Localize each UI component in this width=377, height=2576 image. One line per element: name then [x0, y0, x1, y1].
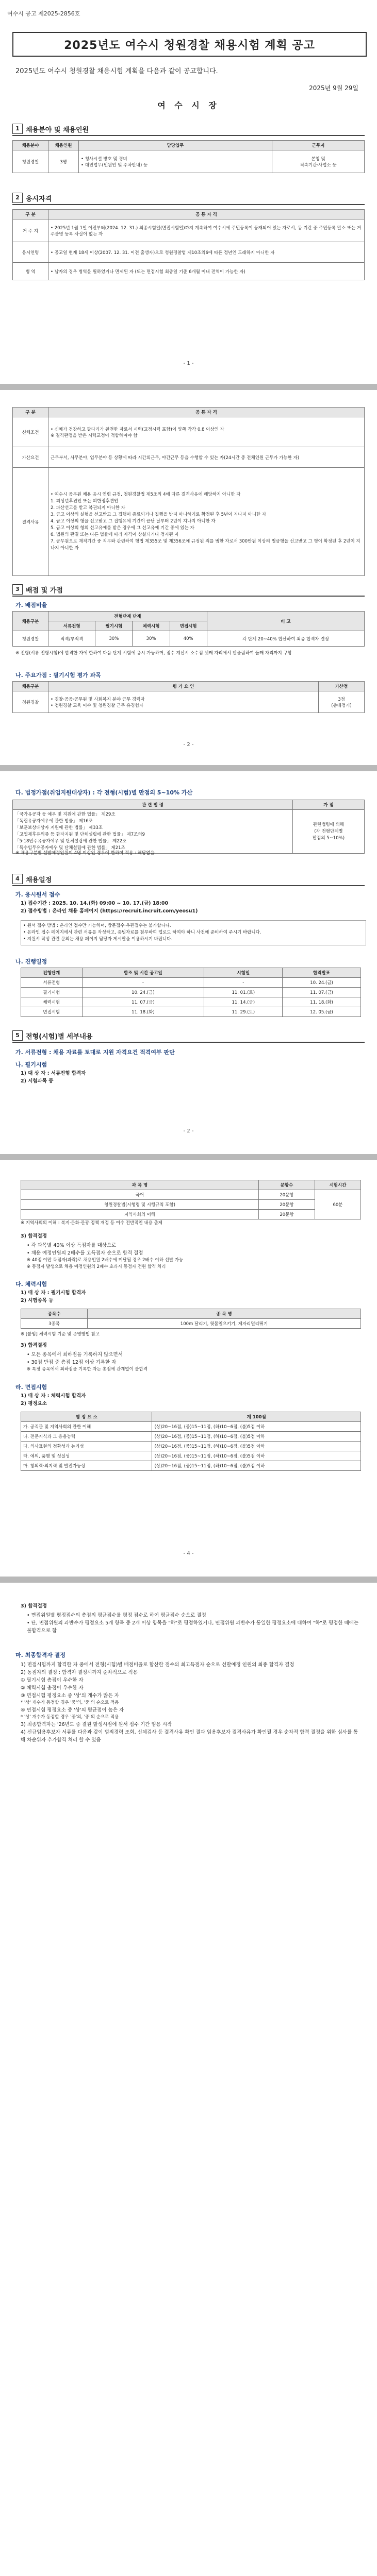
- table-cell: 본청 및 직속기관·사업소 등: [272, 150, 365, 173]
- table-header-total: 계: [247, 1415, 251, 1420]
- table-cell: 20문항: [259, 1210, 315, 1219]
- notice-date: 2025년 9월 29일: [309, 84, 358, 92]
- table-cell: [13, 810, 293, 854]
- subheading: 3) 합격결정: [21, 1343, 47, 1348]
- table-cell: 가. 공직관 및 지역사회의 관한 이해: [21, 1422, 152, 1432]
- section-number: 2: [12, 193, 23, 203]
- table-cell: 필기시험: [21, 988, 83, 997]
- section-title: 응시자격: [26, 195, 52, 203]
- section-1-heading: [12, 123, 365, 136]
- subject-table: [21, 1180, 361, 1219]
- table-header: 합조 및 시간 공고일: [82, 968, 204, 978]
- text-line: • 30점 만점 중 총점 12점 이상 기록한 자: [27, 1360, 117, 1365]
- table-cell: 면접시험: [21, 1007, 83, 1017]
- table-cell: • 신체가 건강하고 팔다리가 완전한 자로서 시력(교정시력 포함)이 양쪽 각각 0.8 이상인 자 ※ 결격판정을 받은 시력교정이 적합하여야 함: [48, 417, 365, 447]
- subheading: 3) 합격결정: [21, 1233, 47, 1239]
- table-cell: 11. 29.(토): [204, 1007, 283, 1017]
- table-header: 과 목 명: [21, 1180, 259, 1190]
- page-number: - 4 -: [183, 1551, 194, 1556]
- text-line: ② 체력시험 총점이 우수한 자: [21, 1685, 84, 1691]
- table-header: 구 분: [13, 408, 48, 417]
- table-cell: 라. 예의, 품행 및 성실성: [21, 1451, 152, 1461]
- table-header: 관 련 법 령: [13, 800, 293, 810]
- table-header: 필기시험: [95, 621, 133, 631]
- table-cell: 20문항: [259, 1190, 315, 1200]
- table-cell: 3명: [48, 150, 79, 173]
- final-pass: [21, 1661, 361, 1744]
- table-cell: 100m 달리기, 윗몸일으키기, 제자리멀리뛰기: [88, 1319, 361, 1329]
- schedule-line: 1) 접수기간 : 2025. 10. 14.(화) 09:00 ~ 10. 17.(금) 18:00: [21, 901, 169, 906]
- table-cell: 각 단계 20~40% 합산하여 최종 합격자 결정: [207, 631, 364, 647]
- notice-line: • 온라인 접수 페이지에서 관련 서류를 작성하고, 증빙자료를 첨부하여 업로드 하여야 하니 사전에 준비하여 주시기 바랍니다.: [23, 930, 261, 935]
- table-cell: • 경찰·공공·공무원 및 사회복지 분야 근무 경력자 • 청원경찰 교육 이수 및 청원경찰 근무 유경험자: [48, 691, 319, 713]
- table-header: 문항수: [259, 1180, 315, 1190]
- note-text: ※ 지역사회의 이해 : 복지·문화·관광·정책 재정 등 여수 전반적인 내용 출제: [21, 1221, 163, 1226]
- table-cell: 병 역: [13, 263, 48, 280]
- section-number: 1: [12, 124, 23, 134]
- section-3-heading: [12, 583, 365, 597]
- table-cell: 다. 의사표현의 정확성과 논리성: [21, 1442, 152, 1451]
- subheading: 마. 최종합격자 결정: [15, 1652, 65, 1658]
- table-cell: 11. 18.(화): [82, 1007, 204, 1017]
- issuer: 여 수 시 장: [157, 100, 220, 110]
- text-line: 2) 동점자의 결정 : 합격자 결정시까지 순차적으로 적용: [21, 1670, 138, 1675]
- subheading: 다. 법정가점(취업지원대상자) : 각 전형(시험)별 만점의 5~10% 가산: [15, 789, 193, 796]
- page-number: - 2 -: [183, 742, 194, 748]
- table-cell: 결격사유: [13, 468, 48, 576]
- page-number: - 1 -: [183, 361, 194, 366]
- table-header: 공 통 자 격: [48, 210, 365, 219]
- page-separator: [0, 1577, 377, 1583]
- text-line: * '상' 개수가 동점할 경우 '중'의, '중'의 순으로 적용: [21, 1715, 119, 1720]
- section-title: 전형(시험)별 세부내용: [26, 1032, 93, 1041]
- table-cell: 국어: [21, 1190, 259, 1200]
- table-cell: 3점 (총배점기): [319, 691, 365, 713]
- table-header: 가산점: [319, 682, 365, 691]
- table-cell: (상)20~16점, (중)15~11점, (하)10~6점, (불)5점 이하: [152, 1422, 361, 1432]
- table-cell: 신체조건: [13, 417, 48, 447]
- text-line: 2) 평정요소: [21, 1401, 47, 1406]
- table-cell: (상)20~16점, (중)15~11점, (하)10~6점, (불)5점 이하: [152, 1461, 361, 1471]
- notice-box: [21, 920, 366, 945]
- table-cell: 12. 05.(금): [283, 1007, 361, 1017]
- pass-criteria: [27, 1242, 361, 1270]
- table-cell: 적격/부적격: [48, 631, 95, 647]
- table-cell: 근무부서, 사무분야, 업무분야 등 상황에 따라 시간외근무, 야간근무 등을 수행할 수 있는 자(24시간 중 전체인원 근무가 가능한 자): [48, 447, 365, 468]
- text-line: • 채용 예정인원의 2배수를 고득점자 순으로 합격 결정: [27, 1250, 143, 1256]
- eligibility-table-continued: [12, 407, 365, 576]
- section-number: 3: [12, 584, 23, 595]
- law-item: 「국가유공자 등 예우 및 지원에 관한 법률」 제29조: [15, 812, 116, 817]
- table-cell: 서류전형: [21, 978, 83, 988]
- legal-bonus-table: [12, 800, 365, 854]
- table-header: 채용인원: [48, 141, 79, 150]
- table-cell: (상)20~16점, (중)15~11점, (하)10~6점, (불)5점 이하: [152, 1432, 361, 1442]
- table-header: 담당업무: [79, 141, 272, 150]
- subheading: 가. 배점비율: [15, 602, 47, 608]
- table-cell: (상)20~16점, (중)15~11점, (하)10~6점, (불)5점 이하: [152, 1451, 361, 1461]
- text-line: 1) 대 상 자 : 체력시험 합격자: [21, 1393, 86, 1399]
- table-header: 시험시간: [315, 1180, 361, 1190]
- table-cell: • 공고일 현재 18세 이상(2007. 12. 31. 이전 출생자)으로 청원경찰법 제10조의6에 따른 정년인 도래하지 아니한 자: [48, 242, 365, 263]
- eligibility-table: [12, 209, 365, 280]
- section-4-heading: [12, 873, 365, 886]
- note-text: ※ [붙임] 체력시험 기준 및 운영방법 참고: [21, 1332, 100, 1337]
- section-title: 채용분야 및 채용인원: [26, 126, 89, 134]
- table-cell: 10. 24.(금): [82, 988, 204, 997]
- table-header-points: 100점: [252, 1415, 266, 1420]
- table-header: 근무지: [272, 141, 365, 150]
- table-cell: 40%: [170, 631, 207, 647]
- table-header: 비 고: [207, 612, 364, 631]
- table-cell: 3종목: [21, 1319, 88, 1329]
- table-header: 채용구분: [13, 682, 48, 691]
- table-cell: 11. 14.(금): [204, 997, 283, 1007]
- table-cell: 10. 24.(금): [283, 978, 361, 988]
- notice-line: • 지원서 작성 관련 문의는 채용 페이지 담당자 게시판을 이용하시기 바랍니다.: [23, 937, 173, 942]
- section-5-heading: [12, 1029, 365, 1043]
- table-cell: 11. 07.(금): [283, 988, 361, 997]
- text-line: 2) 시험과목 등: [21, 1078, 54, 1084]
- text-line: 4) 신규임용후보자 서류를 다음과 같이 범죄경력 조회, 신체검사 등 결격사유 확인 결과 임용후보자 결격사유가 확인될 경우 순차적 합격 결정을 위한 심사를 통해 차순위자 추가합격 처리 할 수 있음: [21, 1730, 358, 1743]
- table-cell: 11. 01.(토): [204, 988, 283, 997]
- bonus-table: [12, 681, 365, 713]
- table-header: 채용분야: [13, 141, 48, 150]
- table-header: 합격발표: [283, 968, 361, 978]
- table-header: 채용구분: [13, 612, 48, 631]
- table-cell: 마. 창의력·의지력 및 발전가능성: [21, 1461, 152, 1471]
- table-cell: 30%: [133, 631, 170, 647]
- text-line: • 각 과목별 40% 이상 득점자를 대상으로: [27, 1243, 117, 1248]
- schedule-lines: [21, 900, 361, 915]
- table-cell: 청원경찰: [13, 631, 48, 647]
- table-cell: 지역사회의 이해: [21, 1210, 259, 1219]
- law-item: 「5·18민주유공자예우 및 단체설립에 관한 법률」 제22조: [15, 839, 127, 844]
- table-cell: 거 주 지: [13, 219, 48, 242]
- table-header: 체력시험: [133, 621, 170, 631]
- law-item: 「보훈보상대상자 지원에 관한 법률」 제33조: [15, 825, 103, 831]
- schedule-table: [21, 968, 361, 1017]
- subheading: 나. 진행일정: [15, 958, 47, 965]
- text-line: ④ 면접시험 평정요소 중 '상'의 평균점이 높은 자: [21, 1707, 124, 1713]
- page-separator: [0, 765, 377, 771]
- interview-table: [21, 1412, 361, 1471]
- law-item: 「독립유공자예우에 관한 법률」 제16조: [15, 819, 93, 824]
- page-title: 2025년도 여수시 청원경찰 채용시험 계획 공고: [12, 32, 367, 57]
- subheading: 가. 응시원서 접수: [15, 891, 60, 898]
- note-text: ※ 전형(서류 전형시험)에 합격한 자에 한하여 다음 단계 시험에 응시 가능하며, 점수 계산시 소수점 셋째 자리에서 반올림하여 둘째 자리까지 구함: [15, 651, 292, 656]
- physical-table: [21, 1309, 361, 1329]
- table-cell: 11. 18.(화): [283, 997, 361, 1007]
- section-number: 5: [12, 1030, 23, 1041]
- table-cell: 응시연령: [13, 242, 48, 263]
- subheading: 가. 서류전형 : 채용 자료를 토대로 지원 자격요건 적격여부 판단: [15, 1049, 175, 1056]
- text-line: ※ 40점 이만 득점자(과락)로 채용인원 2배수에 미달될 경우 2배수 이하 선발 가능: [27, 1258, 184, 1263]
- notice-number: 여수시 공고 제2025-2856호: [7, 10, 80, 17]
- text-line: ※ 특정 종목에서 최하점을 기록한 자는 총점에 관계없이 불합격: [27, 1367, 148, 1372]
- lead-text: 2025년도 여수시 청원경찰 채용시험 계획을 다음과 같이 공고합니다.: [15, 67, 218, 75]
- text-line: ※ 동점자 발생으로 채용 예정인원의 2배수 초과시 동점자 전원 합격 처리: [27, 1264, 166, 1269]
- physical-pass: [27, 1351, 361, 1373]
- text-line: * '상' 개수가 동점할 경우 '중'의, '중'의 순으로 적용: [21, 1700, 119, 1705]
- subheading: 나. 주요가점 : 필기시험 평가 과목: [15, 672, 101, 679]
- table-header: 종 목 명: [88, 1309, 361, 1319]
- section-number: 4: [12, 874, 23, 884]
- table-header: 가 점: [293, 800, 365, 810]
- section-title: 배점 및 가점: [26, 586, 63, 595]
- text-line: 1) 대 상 자 : 필기시험 합격자: [21, 1290, 86, 1296]
- schedule-line: 2) 접수방법 : 온라인 채용 홈페이지 (https://recruit.incruit.com/yeosu1): [21, 908, 198, 914]
- section-2-heading: [12, 192, 365, 205]
- table-cell: 체력시험: [21, 997, 83, 1007]
- text-line: ③ 면접시험 평정요소 중 '상'의 개수가 많은 자: [21, 1693, 119, 1699]
- subheading: 나. 필기시험: [15, 1061, 47, 1068]
- table-cell: • 여수시 공무원 채용 응시 연령 규정, 청원경찰법 제5조의 4에 따른 결격사유에 해당하지 아니한 자 1. 피성년후견인 또는 피한정후견인 2. 파산선고를 받고 복권되지 아니한 자 3. 금고 이상의 실형을 선고받고 그 집행이 종료되거나 집행을 받지 아니하기로 확정된 후 5년이 지나지 아니한 자 4. 금고 이상의 형을 선고받고 그 집행유예 기간이 끝난 날부터 2년이 지나지 아니한 자 5. 금고 이상의 형의 선고유예를 받은 경우에 그 선고유예 기간 중에 있는 자 6. 법원의 판결 또는 다른 법률에 따라 자격이 상실되거나 정지된 자 7. 공무원으로 재직기간 중 직무와 관련하여 형법 제355조 및 제356조에 규정된 죄를 범한 자로서 300만원 이상의 벌금형을 선고받고 그 형이 확정된 후 2년이 지나지 아니한 자: [48, 468, 365, 576]
- interview-lines: [21, 1392, 86, 1408]
- table-cell: 30%: [95, 631, 133, 647]
- interview-pass: [27, 1612, 361, 1635]
- page-separator: [0, 384, 377, 390]
- table-cell: 나. 전문지식과 그 응용능력: [21, 1432, 152, 1442]
- subheading: 라. 면접시험: [15, 1384, 47, 1391]
- table-header: 면접시험: [170, 621, 207, 631]
- table-header: 시험일: [204, 968, 283, 978]
- written-exam-lines: [21, 1070, 86, 1085]
- table-header: 공 통 자 격: [48, 408, 365, 417]
- score-ratio-table: [12, 611, 365, 647]
- recruit-table: [12, 140, 365, 173]
- table-cell: 20문항: [259, 1200, 315, 1210]
- subheading: 3) 합격결정: [21, 1603, 47, 1609]
- table-header: 전형단계: [21, 968, 83, 978]
- table-cell: 11. 07.(금): [82, 997, 204, 1007]
- table-header: 평 정 요 소: [21, 1412, 152, 1422]
- table-cell: • 청사시설 방호 및 경비 • 대민업무(민원인 및 주차안내) 등: [79, 150, 272, 173]
- table-header: 전형단계 단계: [48, 612, 207, 621]
- physical-exam-lines: [21, 1289, 86, 1304]
- text-line: ① 필기시험 총점이 우수한 자: [21, 1677, 84, 1683]
- table-cell: 관련법령에 의해 (각 전형단계별 만점의 5~10%): [293, 810, 365, 854]
- note-text: ※ 채용구분별 선발예정인원이 4명 이상인 경우에 한하여 적용 : 해당없음: [15, 851, 155, 856]
- table-cell: 가산요건: [13, 447, 48, 468]
- law-item: 「고엽제후유의증 등 환자지원 및 단체설립에 관한 법률」 제7조의9: [15, 832, 145, 837]
- table-header: 서류전형: [48, 621, 95, 631]
- table-cell: -: [204, 978, 283, 988]
- section-title: 채용일정: [26, 876, 52, 884]
- text-line: • 단, 면접위원의 과반수가 평정요소 5개 항목 중 2개 이상 항목을 "하"로 평정하였거나, 면접위원 과반수가 동일한 평정요소에 대하여 "하"로 평정한 때에는 불합격으로 함: [27, 1620, 359, 1634]
- table-cell: 청원경찰: [13, 691, 48, 713]
- page-separator: [0, 1154, 377, 1160]
- table-cell: 청원경찰: [13, 150, 48, 173]
- table-header: 종목수: [21, 1309, 88, 1319]
- text-line: • 모든 종목에서 최하점을 기록하지 않으면서: [27, 1352, 123, 1358]
- table-header: 평 가 요 인: [48, 682, 319, 691]
- law-item: 「특수임무유공자예우 및 단체설립에 관한 법률」 제21조: [15, 845, 125, 851]
- table-cell: -: [82, 978, 204, 988]
- subheading: 다. 체력시험: [15, 1281, 47, 1287]
- table-cell: 60분: [315, 1190, 361, 1219]
- text-line: 3) 최종합격자는 '26년도 중 결원 발생시점에 원서 접수 기간 임용 시작: [21, 1722, 172, 1727]
- table-header: [152, 1412, 361, 1422]
- table-cell: 청원경찰법(시행령 및 시행규칙 포함): [21, 1200, 259, 1210]
- notice-line: • 원서 접수 방법 : 온라인 접수만 가능하며, 방문접수·우편접수는 불가합니다.: [23, 923, 171, 928]
- text-line: • 면접위원별 평정점수의 총점의 평균점수를 평정 점수로 하여 평균점수 순으로 결정: [27, 1613, 206, 1618]
- page-number: - 2 -: [183, 1128, 194, 1134]
- table-cell: (상)20~16점, (중)15~11점, (하)10~6점, (불)5점 이하: [152, 1442, 361, 1451]
- text-line: 1) 면접시험까지 합격한 자 중에서 전형(시험)별 배점비율로 합산한 점수의 최고득점자 순으로 선발예정 인원의 최종 합격자 결정: [21, 1662, 294, 1668]
- text-line: 1) 대 상 자 : 서류전형 합격자: [21, 1071, 86, 1076]
- table-cell: • 남자의 경우 병역을 필하였거나 면제된 자 (또는 면접시험 최종일 기준 6개월 이내 전역이 가능한 자): [48, 263, 365, 280]
- table-cell: • 2025년 1월 1일 이전부터(2024. 12. 31.) 최종시험일(면접시험일)까지 계속하여 여수시에 주민등록이 등재되어 있는 자로서, 동 기간 중 주민등록 말소 또는 거주불명 등록 사실이 없는 자: [48, 219, 365, 242]
- text-line: 2) 시험종목 등: [21, 1298, 54, 1303]
- table-header: 구 분: [13, 210, 48, 219]
